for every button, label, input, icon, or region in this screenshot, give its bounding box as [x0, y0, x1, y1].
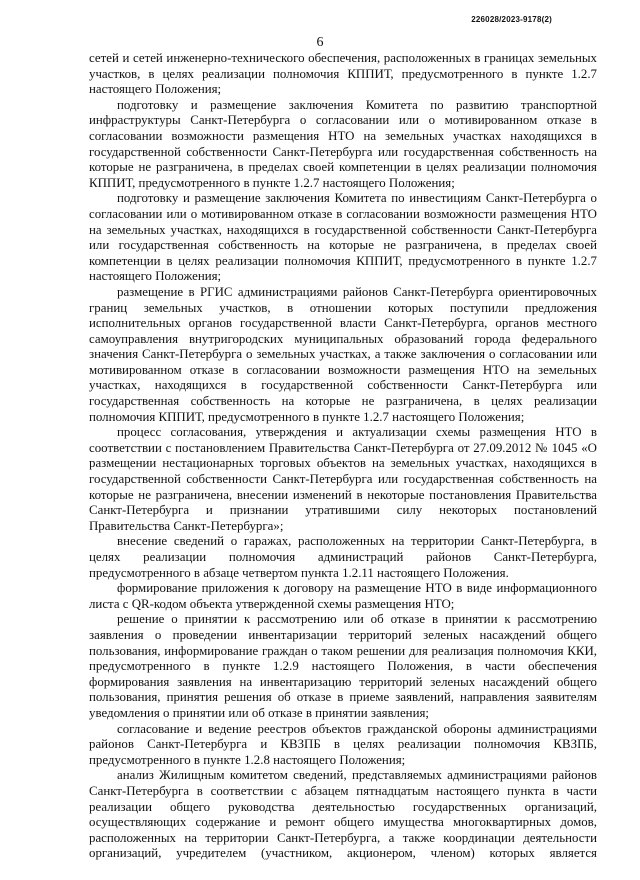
- document-body: [89, 51, 597, 862]
- paragraph: размещение в РГИС администрациями районов Санкт-Петербурга ориентировочных границ земельных участков, в отношении которых поступили предложения исполнительных органов государственной власти Санкт-Петербурга, органов местного самоуправления внутригородских муниципальных образований города федерального значения Санкт-Петербурга о земельных участках, а также заключения о согласовании или мотивированном отказе в согласовании возможности размещения НТО на земельных участках, находящихся в государственной собственности Санкт-Петербурга или государственная собственность на которые не разграничена, в целях реализации полномочия КППИТ, предусмотренного в пункте 1.2.7 настоящего Положения;: [89, 284, 597, 424]
- paragraph: подготовку и размещение заключения Комитета по инвестициям Санкт-Петербурга о согласовании или о мотивированном отказе в согласовании возможности размещения НТО на земельных участках, находящихся в государственной собственности Санкт-Петербурга или государственная собственность на которые не разграничена, в пределах своей компетенции в целях реализации полномочия КППИТ, предусмотренного в пункте 1.2.7 настоящего Положения;: [89, 191, 597, 284]
- paragraph: анализ Жилищным комитетом сведений, представляемых администрациями районов Санкт-Петербурга в соответствии с абзацем пятнадцатым настоящего пункта в части реализации общего руководства деятельностью государственных организаций, осуществляющих содержание и ремонт общего имущества многоквартирных домов, расположенных на территории Санкт-Петербурга, а также координации деятельности организаций, учредителем (участником, акционером, членом) которых является: [89, 768, 597, 861]
- paragraph: подготовку и размещение заключения Комитета по развитию транспортной инфраструктуры Санкт-Петербурга о согласовании или о мотивированном отказе в согласовании возможности размещения НТО на земельных участках находящихся в государственной собственности Санкт-Петербурга или государственная собственность на которые не разграничена, в пределах своей компетенции в целях реализации полномочия КППИТ, предусмотренного в пункте 1.2.7 настоящего Положения;: [89, 97, 597, 190]
- paragraph: внесение сведений о гаражах, расположенных на территории Санкт-Петербурга, в целях реализации полномочия администраций районов Санкт-Петербурга, предусмотренного в абзаце четвертом пункта 1.2.11 настоящего Положения.: [89, 534, 597, 580]
- paragraph: формирование приложения к договору на размещение НТО в виде информационного листа с QR-кодом объекта утвержденной схемы размещения НТО;: [89, 581, 597, 611]
- paragraph: процесс согласования, утверждения и актуализации схемы размещения НТО в соответствии с постановлением Правительства Санкт-Петербурга от 27.09.2012 № 1045 «О размещении нестационарных торговых объектов на земельных участках, находящихся в государственной собственности Санкт-Петербурга или государственная собственность на которые не разграничена, внесении изменений в некоторые постановления Правительства Санкт-Петербурга и признании утратившими силу некоторых постановлений Правительства Санкт-Петербурга»;: [89, 425, 597, 533]
- page-number: 6: [316, 35, 324, 50]
- paragraph: сетей и сетей инженерно-технического обеспечения, расположенных в границах земельных участков, в целях реализации полномочия КППИТ, предусмотренного в пункте 1.2.7 настоящего Положения;: [89, 51, 597, 97]
- paragraph: согласование и ведение реестров объектов гражданской обороны администрациями районов Санкт-Петербурга и КВЗПБ в целях реализации полномочия КВЗПБ, предусмотренного в пункте 1.2.8 настоящего Положения;: [89, 721, 597, 767]
- paragraph: решение о принятии к рассмотрению или об отказе в принятии к рассмотрению заявления о проведении инвентаризации территорий зеленых насаждений общего пользования, информирование граждан о таком решении для реализация полномочия ККИ, предусмотренного в пункте 1.2.9 настоящего Положения, в части обеспечения формирования заявления на инвентаризацию территорий зеленых насаждений общего пользования, принятия решения об отказе в приеме заявлений, направления заявителям уведомления о принятии или об отказе в принятии заявления;: [89, 612, 597, 720]
- document-id: 226028/2023-9178(2): [471, 15, 552, 24]
